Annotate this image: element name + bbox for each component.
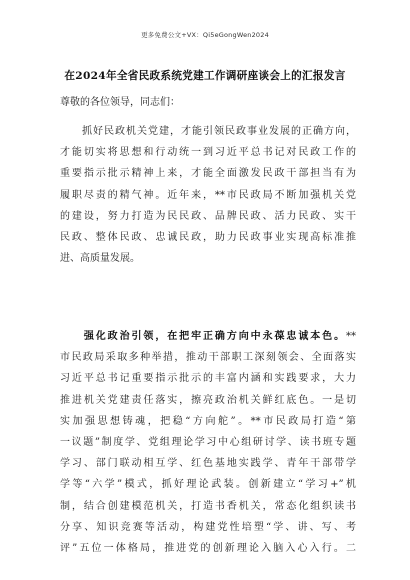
paragraph-political-leadership xyxy=(60,326,356,559)
paragraph-heading-tail: ** xyxy=(346,331,356,342)
paragraph-heading-line xyxy=(60,326,356,347)
paragraph-line: 评”五位一体格局，推进党的创新理论入脑入心入行。二 xyxy=(60,542,356,554)
paragraph-line: 分享、知识竞赛等活动，构建党性培塑“学、讲、写、考 xyxy=(60,521,356,533)
paragraph-heading: 强化政治引领，在把牢正确方向中永葆忠诚本色。 xyxy=(60,331,346,342)
paragraph-line: 抓好民政机关党建，才能引领民政事业发展的正确方向， xyxy=(60,126,356,137)
paragraph-line: 履职尽责的精气神。近年来，**市民政局不断加强机关党 xyxy=(60,189,356,201)
header-note: 更多免费公文+VX：Qi5eGongWen2024 xyxy=(141,31,269,39)
paragraph-line: 重要指示批示精神上来，才能全面激发民政干部担当有为 xyxy=(60,168,356,180)
salutation xyxy=(60,92,356,113)
paragraph-line: 市民政局采取多种举措，推动干部职工深刻领会、全面落实 xyxy=(60,352,356,364)
paragraph-line: 推进机关党建责任落实，擦亮政治机关鲜红底色。一是切 xyxy=(60,394,356,406)
paragraph-line: 的建设，努力打造为民民政、品牌民政、活力民政、实干 xyxy=(60,210,356,222)
paragraph-line: 进、高质量发展。 xyxy=(60,253,140,265)
paragraph-line: 一议题”制度学、党组理论学习中心组研讨学、读书班专题 xyxy=(60,436,356,448)
paragraph-line: 实加强思想铸魂，把稳“方向舵”。**市民政局打造“第 xyxy=(60,415,356,427)
paragraph-intro xyxy=(60,121,356,269)
paragraph-line: 民政、整体民政、忠诚民政，助力民政事业实现高标准推 xyxy=(60,231,356,243)
salutation-line: 尊敬的各位领导，同志们： xyxy=(60,97,180,108)
paragraph-line: 制，结合创建模范机关，打造书香机关，常态化组织读书 xyxy=(60,500,356,512)
paragraph-line: 学等“六学”模式，抓好理论武装。创新建立“学习+”机 xyxy=(60,479,356,491)
paragraph-line: 才能切实将思想和行动统一到习近平总书记对民政工作的 xyxy=(60,147,356,159)
paragraph-line: 学习、部门联动相互学、红色基地实践学、青年干部带学 xyxy=(60,458,356,470)
document-title: 在2024年全省民政系统党建工作调研座谈会上的汇报发言 xyxy=(64,70,346,82)
paragraph-line: 习近平总书记重要指示批示的丰富内涵和实践要求，大力 xyxy=(60,373,356,385)
